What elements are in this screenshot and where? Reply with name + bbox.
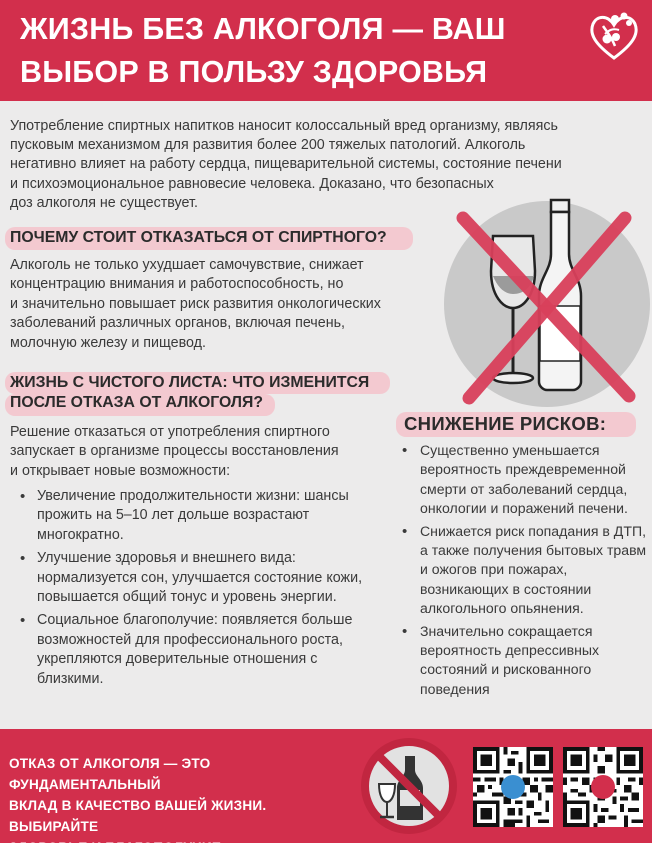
list-item: • Увеличение продолжительности жизни: шансы прожить на 5–10 лет дольше возрастают многократно. — [20, 487, 365, 545]
heading-risks: СНИЖЕНИЕ РИСКОВ: — [404, 413, 607, 434]
clean-line: Решение отказаться от употребления спиртного — [10, 424, 330, 440]
why-line: Алкоголь не только ухудшает самочувствие, снижает — [10, 257, 364, 273]
qr-code-icon[interactable] — [473, 747, 553, 827]
list-item: • Значительно сокращается вероятность депрессивных состояний и рискованного поведения — [402, 622, 647, 700]
benefits-list — [20, 487, 365, 693]
page-title — [20, 8, 580, 94]
qr-badge-icon — [591, 775, 615, 799]
title-line-2: ВЫБОР В ПОЛЬЗУ ЗДОРОВЬЯ — [20, 55, 488, 89]
why-line: и значительно повышает риск развития онкологических — [10, 295, 381, 312]
clean-line: и открывает новые возможности: — [10, 462, 231, 479]
intro-line: пусковым механизмом для развития более 200 тяжелых патологий. Алкоголь — [10, 137, 526, 154]
heading-why: ПОЧЕМУ СТОИТ ОТКАЗАТЬСЯ ОТ СПИРТНОГО? — [10, 229, 387, 246]
why-paragraph — [10, 256, 450, 353]
footer-line: ОТКАЗ ОТ АЛКОГОЛЯ — ЭТО ФУНДАМЕНТАЛЬНЫЙ — [9, 756, 211, 792]
footer-line: ЗДОРОВЬЕ И БЛАГОПОЛУЧИЕ — [9, 840, 222, 855]
qr-code-icon[interactable] — [563, 747, 643, 827]
why-line: концентрацию внимания и работоспособность, но — [10, 276, 344, 293]
footer-slogan — [9, 753, 359, 858]
why-line: молочную железу и пищевод. — [10, 334, 206, 351]
intro-line: Употребление спиртных напитков наносит колоссальный вред организму, являясь — [10, 118, 558, 134]
list-item: • Снижается риск попадания в ДТП, а также получения бытовых травм и ожогов при пожарах, возникающих в состоянии алкогольного опьянения. — [402, 522, 647, 619]
intro-line: негативно влияет на работу сердца, пищеварительной системы, состояние печени — [10, 156, 562, 173]
intro-line: доз алкоголя не существует. — [10, 194, 198, 211]
no-alcohol-icon — [355, 734, 463, 838]
heart-logo-icon — [585, 6, 643, 64]
title-line-1: ЖИЗНЬ БЕЗ АЛКОГОЛЯ — ВАШ — [20, 12, 506, 46]
clean-paragraph — [10, 423, 390, 481]
crossed-bottle-illustration — [443, 196, 651, 412]
risks-list — [402, 441, 647, 702]
footer-line: ВКЛАД В КАЧЕСТВО ВАШЕЙ ЖИЗНИ. ВЫБИРАЙТЕ — [9, 798, 267, 834]
list-item: • Социальное благополучие: появляется больше возможностей для профессионального роста, укрепляются доверительные отношения с близкими. — [20, 611, 365, 689]
intro-line: и психоэмоциональное равновесие человека. Доказано, что безопасных — [10, 175, 494, 192]
why-line: заболеваний различных органов, включая печень, — [10, 315, 346, 332]
clean-line: запускает в организме процессы восстановления — [10, 443, 339, 460]
list-item: • Существенно уменьшается вероятность преждевременной смерти от заболеваний сердца, онкологии и поражений печени. — [402, 441, 647, 519]
heading-clean-slate: ЖИЗНЬ С ЧИСТОГО ЛИСТА: ЧТО ИЗМЕНИТСЯ ПОСЛЕ ОТКАЗА ОТ АЛКОГОЛЯ? — [10, 374, 370, 411]
qr-badge-icon — [501, 775, 525, 799]
list-item: • Улучшение здоровья и внешнего вида: нормализуется сон, улучшается состояние кожи, повышается общий тонус и уровень энергии. — [20, 549, 365, 607]
